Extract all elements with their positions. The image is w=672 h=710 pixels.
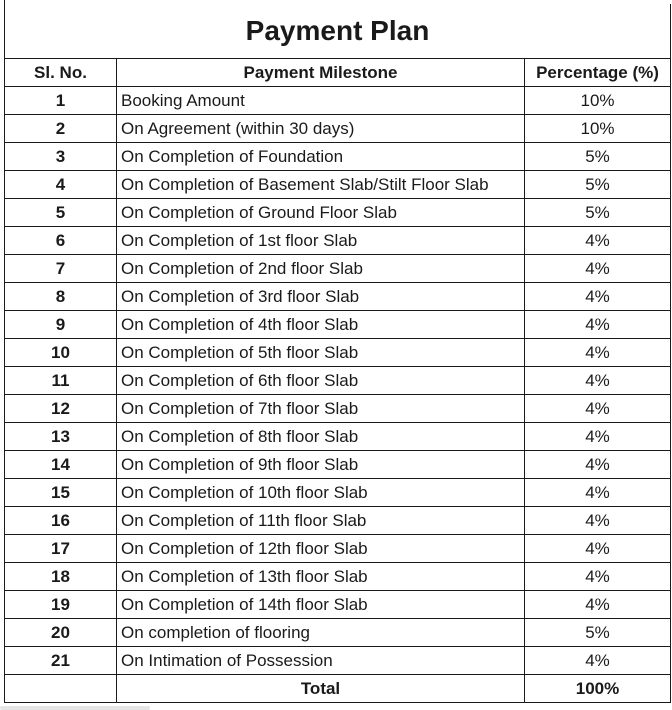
table-row <box>5 451 671 479</box>
row-milestone: On Completion of 12th floor Slab <box>117 535 525 563</box>
payment-plan-table <box>4 4 671 703</box>
table-row <box>5 591 671 619</box>
row-serial: 21 <box>5 647 117 675</box>
table-row <box>5 395 671 423</box>
row-percentage: 5% <box>525 619 671 647</box>
table-row <box>5 339 671 367</box>
row-percentage: 10% <box>525 115 671 143</box>
table-row <box>5 171 671 199</box>
row-percentage: 4% <box>525 255 671 283</box>
row-percentage: 4% <box>525 535 671 563</box>
row-serial: 10 <box>5 339 117 367</box>
row-serial: 15 <box>5 479 117 507</box>
table-row <box>5 255 671 283</box>
row-serial: 2 <box>5 115 117 143</box>
row-percentage: 4% <box>525 283 671 311</box>
row-milestone: On Completion of 5th floor Slab <box>117 339 525 367</box>
row-milestone: On Completion of 13th floor Slab <box>117 563 525 591</box>
row-milestone: On Completion of Foundation <box>117 143 525 171</box>
row-percentage: 5% <box>525 199 671 227</box>
header-percentage: Percentage (%) <box>525 59 671 87</box>
row-milestone: On Intimation of Possession <box>117 647 525 675</box>
table-row <box>5 311 671 339</box>
row-milestone: On Completion of 6th floor Slab <box>117 367 525 395</box>
row-milestone: On Completion of Basement Slab/Stilt Floor Slab <box>117 171 525 199</box>
row-milestone: On Completion of 8th floor Slab <box>117 423 525 451</box>
row-percentage: 4% <box>525 479 671 507</box>
total-row <box>5 675 671 703</box>
table-row <box>5 143 671 171</box>
row-percentage: 4% <box>525 227 671 255</box>
row-percentage: 4% <box>525 563 671 591</box>
table-row <box>5 283 671 311</box>
row-milestone: On Completion of 1st floor Slab <box>117 227 525 255</box>
row-milestone: On completion of flooring <box>117 619 525 647</box>
row-milestone: On Agreement (within 30 days) <box>117 115 525 143</box>
row-milestone: On Completion of Ground Floor Slab <box>117 199 525 227</box>
row-serial: 6 <box>5 227 117 255</box>
title-row <box>5 4 671 59</box>
row-milestone: On Completion of 2nd floor Slab <box>117 255 525 283</box>
row-percentage: 5% <box>525 171 671 199</box>
row-milestone: On Completion of 9th floor Slab <box>117 451 525 479</box>
header-milestone: Payment Milestone <box>117 59 525 87</box>
row-serial: 14 <box>5 451 117 479</box>
header-row <box>5 59 671 87</box>
header-serial: Sl. No. <box>5 59 117 87</box>
row-percentage: 4% <box>525 367 671 395</box>
total-percentage: 100% <box>525 675 671 703</box>
row-serial: 18 <box>5 563 117 591</box>
table-row <box>5 367 671 395</box>
row-serial: 7 <box>5 255 117 283</box>
table-row <box>5 227 671 255</box>
table-row <box>5 647 671 675</box>
row-serial: 9 <box>5 311 117 339</box>
table-row <box>5 563 671 591</box>
row-serial: 20 <box>5 619 117 647</box>
row-milestone: Booking Amount <box>117 87 525 115</box>
table-row <box>5 619 671 647</box>
total-label: Total <box>117 675 525 703</box>
row-percentage: 4% <box>525 311 671 339</box>
row-milestone: On Completion of 14th floor Slab <box>117 591 525 619</box>
row-milestone: On Completion of 3rd floor Slab <box>117 283 525 311</box>
row-serial: 8 <box>5 283 117 311</box>
row-percentage: 4% <box>525 395 671 423</box>
row-serial: 11 <box>5 367 117 395</box>
total-blank <box>5 675 117 703</box>
table-row <box>5 87 671 115</box>
row-milestone: On Completion of 11th floor Slab <box>117 507 525 535</box>
row-milestone: On Completion of 7th floor Slab <box>117 395 525 423</box>
row-serial: 1 <box>5 87 117 115</box>
row-serial: 12 <box>5 395 117 423</box>
row-serial: 17 <box>5 535 117 563</box>
table-row <box>5 423 671 451</box>
row-serial: 5 <box>5 199 117 227</box>
row-serial: 19 <box>5 591 117 619</box>
row-percentage: 4% <box>525 647 671 675</box>
table-title: Payment Plan <box>5 4 671 59</box>
table-row <box>5 507 671 535</box>
row-percentage: 4% <box>525 339 671 367</box>
table-row <box>5 479 671 507</box>
row-milestone: On Completion of 10th floor Slab <box>117 479 525 507</box>
row-milestone: On Completion of 4th floor Slab <box>117 311 525 339</box>
row-percentage: 4% <box>525 451 671 479</box>
row-serial: 13 <box>5 423 117 451</box>
row-serial: 4 <box>5 171 117 199</box>
table-row <box>5 535 671 563</box>
table-row <box>5 115 671 143</box>
table-row <box>5 199 671 227</box>
row-percentage: 4% <box>525 507 671 535</box>
row-percentage: 4% <box>525 591 671 619</box>
row-percentage: 4% <box>525 423 671 451</box>
row-serial: 3 <box>5 143 117 171</box>
row-serial: 16 <box>5 507 117 535</box>
row-percentage: 10% <box>525 87 671 115</box>
row-percentage: 5% <box>525 143 671 171</box>
horizontal-scrollbar[interactable] <box>0 706 150 710</box>
